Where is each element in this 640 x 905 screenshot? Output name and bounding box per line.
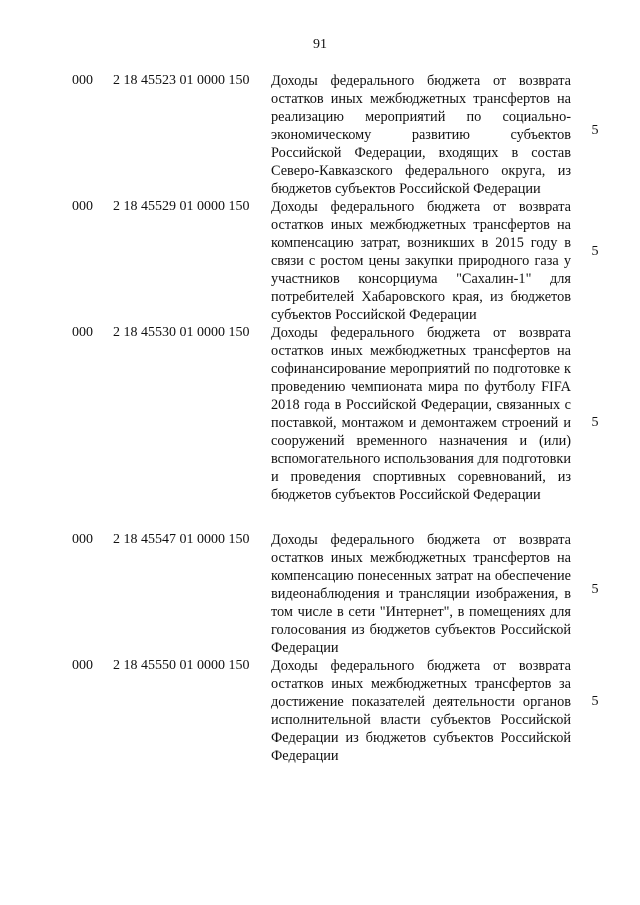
norm-percent: 5 (591, 123, 599, 138)
table-row (0, 72, 640, 198)
table-row (0, 531, 640, 657)
kbk-code: 2 18 45547 01 0000 150 (113, 532, 250, 547)
admin-code: 000 (72, 73, 93, 88)
admin-code: 000 (72, 532, 93, 547)
revenue-name: Доходы федерального бюджета от возврата остатков иных межбюджетных трансфертов на компенсацию понесенных затрат на обеспечение видеонаблюдения и трансляции изображения, в том числе в сети "Интернет", в помещениях для голосования из бюджетов субъектов Российской Федерации (271, 532, 571, 656)
revenue-name: Доходы федерального бюджета от возврата остатков иных межбюджетных трансфертов на софинансирование мероприятий по подготовке к проведению чемпионата мира по футболу FIFA 2018 года в Российской Федерации, связанных с поставкой, монтажом и демонтажем строений и сооружений временного назначения и (или) вспомогательного использования для подготовки и проведения спортивных соревнований, из бюджетов субъектов Российской Федерации (271, 325, 571, 503)
revenue-name: Доходы федерального бюджета от возврата остатков иных межбюджетных трансфертов за достижение показателей деятельности органов исполнительной власти субъектов Российской Федерации из бюджетов субъектов Российской Федерации (271, 658, 571, 764)
norm-percent: 5 (591, 582, 599, 597)
revenue-name: Доходы федерального бюджета от возврата остатков иных межбюджетных трансфертов на компенсацию затрат, возникших в 2015 году в связи с ростом цены закупки природного газа у участников консорциума "Сахалин-1" для потребителей Хабаровского края, из бюджетов субъектов Российской Федерации (271, 199, 571, 323)
kbk-code: 2 18 45529 01 0000 150 (113, 199, 250, 214)
kbk-code: 2 18 45550 01 0000 150 (113, 658, 250, 673)
table-row (0, 198, 640, 324)
table-row (0, 657, 640, 767)
kbk-code: 2 18 45523 01 0000 150 (113, 73, 250, 88)
norm-percent: 5 (591, 694, 599, 709)
revenue-table (0, 72, 640, 767)
page-number: 91 (313, 37, 327, 52)
table-row (0, 324, 640, 531)
admin-code: 000 (72, 199, 93, 214)
norm-percent: 5 (591, 415, 599, 430)
norm-percent: 5 (591, 244, 599, 259)
admin-code: 000 (72, 325, 93, 340)
revenue-name: Доходы федерального бюджета от возврата остатков иных межбюджетных трансфертов на реализацию мероприятий по социально-экономическому развитию субъектов Российской Федерации, входящих в состав Северо-Кавказского федерального округа, из бюджетов субъектов Российской Федерации (271, 73, 571, 197)
kbk-code: 2 18 45530 01 0000 150 (113, 325, 250, 340)
admin-code: 000 (72, 658, 93, 673)
